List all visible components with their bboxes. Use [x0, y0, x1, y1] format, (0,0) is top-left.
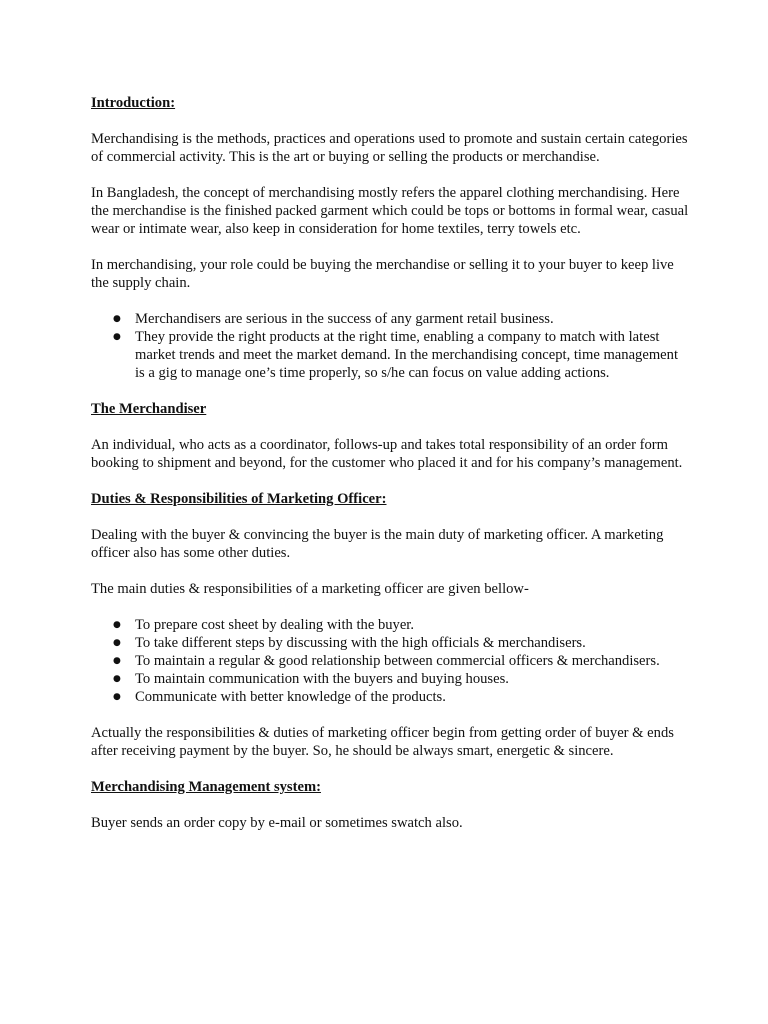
list-item-text: To maintain a regular & good relationship between commercial officers & merchandisers. — [135, 653, 660, 669]
bullet-icon: ● — [113, 332, 121, 342]
intro-paragraph-3: In merchandising, your role could be buying the merchandise or selling it to your buyer to keep live the supply chain. — [91, 257, 674, 291]
duties-paragraph-1: Dealing with the buyer & convincing the buyer is the main duty of marketing officer. A marketing officer also has some other duties. — [91, 527, 664, 561]
intro-bullet-list — [91, 310, 691, 382]
list-item-text: Merchandisers are serious in the success of any garment retail business. — [135, 311, 554, 327]
duties-bullet-list — [91, 616, 691, 706]
list-item — [113, 688, 691, 706]
heading-introduction: Introduction: — [91, 95, 176, 111]
list-item-text: To prepare cost sheet by dealing with the buyer. — [135, 617, 415, 633]
bullet-icon: ● — [113, 692, 121, 702]
heading-duties: Duties & Responsibilities of Marketing Officer: — [91, 491, 387, 507]
bullet-icon: ● — [113, 638, 121, 648]
management-paragraph: Buyer sends an order copy by e-mail or sometimes swatch also. — [91, 815, 463, 831]
bullet-icon: ● — [113, 674, 121, 684]
list-item-text: To take different steps by discussing with the high officials & merchandisers. — [135, 635, 586, 651]
bullet-icon: ● — [113, 656, 121, 666]
intro-paragraph-1: Merchandising is the methods, practices and operations used to promote and sustain certain categories of commercial activity. This is the art or buying or selling the products or merchandise. — [91, 131, 688, 165]
list-item-text: They provide the right products at the right time, enabling a company to match with latest market trends and meet the market demand. In the merchandising concept, time management is a gig to manage one’s time properly, so s/he can focus on value adding actions. — [135, 329, 679, 381]
list-item-text: To maintain communication with the buyers and buying houses. — [135, 671, 509, 687]
bullet-icon: ● — [113, 314, 121, 324]
heading-merchandiser: The Merchandiser — [91, 401, 207, 417]
list-item — [113, 652, 691, 670]
list-item — [113, 670, 691, 688]
list-item — [113, 310, 691, 328]
duties-paragraph-2: The main duties & responsibilities of a marketing officer are given bellow- — [91, 581, 529, 597]
document-body — [91, 94, 691, 850]
duties-closing-paragraph: Actually the responsibilities & duties of marketing officer begin from getting order of buyer & ends after receiving payment by the buyer. So, he should be always smart, energetic & sincere. — [91, 725, 674, 759]
intro-paragraph-2: In Bangladesh, the concept of merchandising mostly refers the apparel clothing merchandising. Here the merchandise is the finished packed garment which could be tops or bottoms in formal wear, casual wear or intimate wear, also keep in consideration for home textiles, terry towels etc. — [91, 185, 689, 237]
list-item — [113, 634, 691, 652]
list-item-text: Communicate with better knowledge of the products. — [135, 689, 446, 705]
heading-management-system: Merchandising Management system: — [91, 779, 321, 795]
list-item — [113, 616, 691, 634]
bullet-icon: ● — [113, 620, 121, 630]
merchandiser-paragraph: An individual, who acts as a coordinator, follows-up and takes total responsibility of an order form booking to shipment and beyond, for the customer who placed it and for his company’s management. — [91, 437, 683, 471]
list-item — [113, 328, 691, 382]
